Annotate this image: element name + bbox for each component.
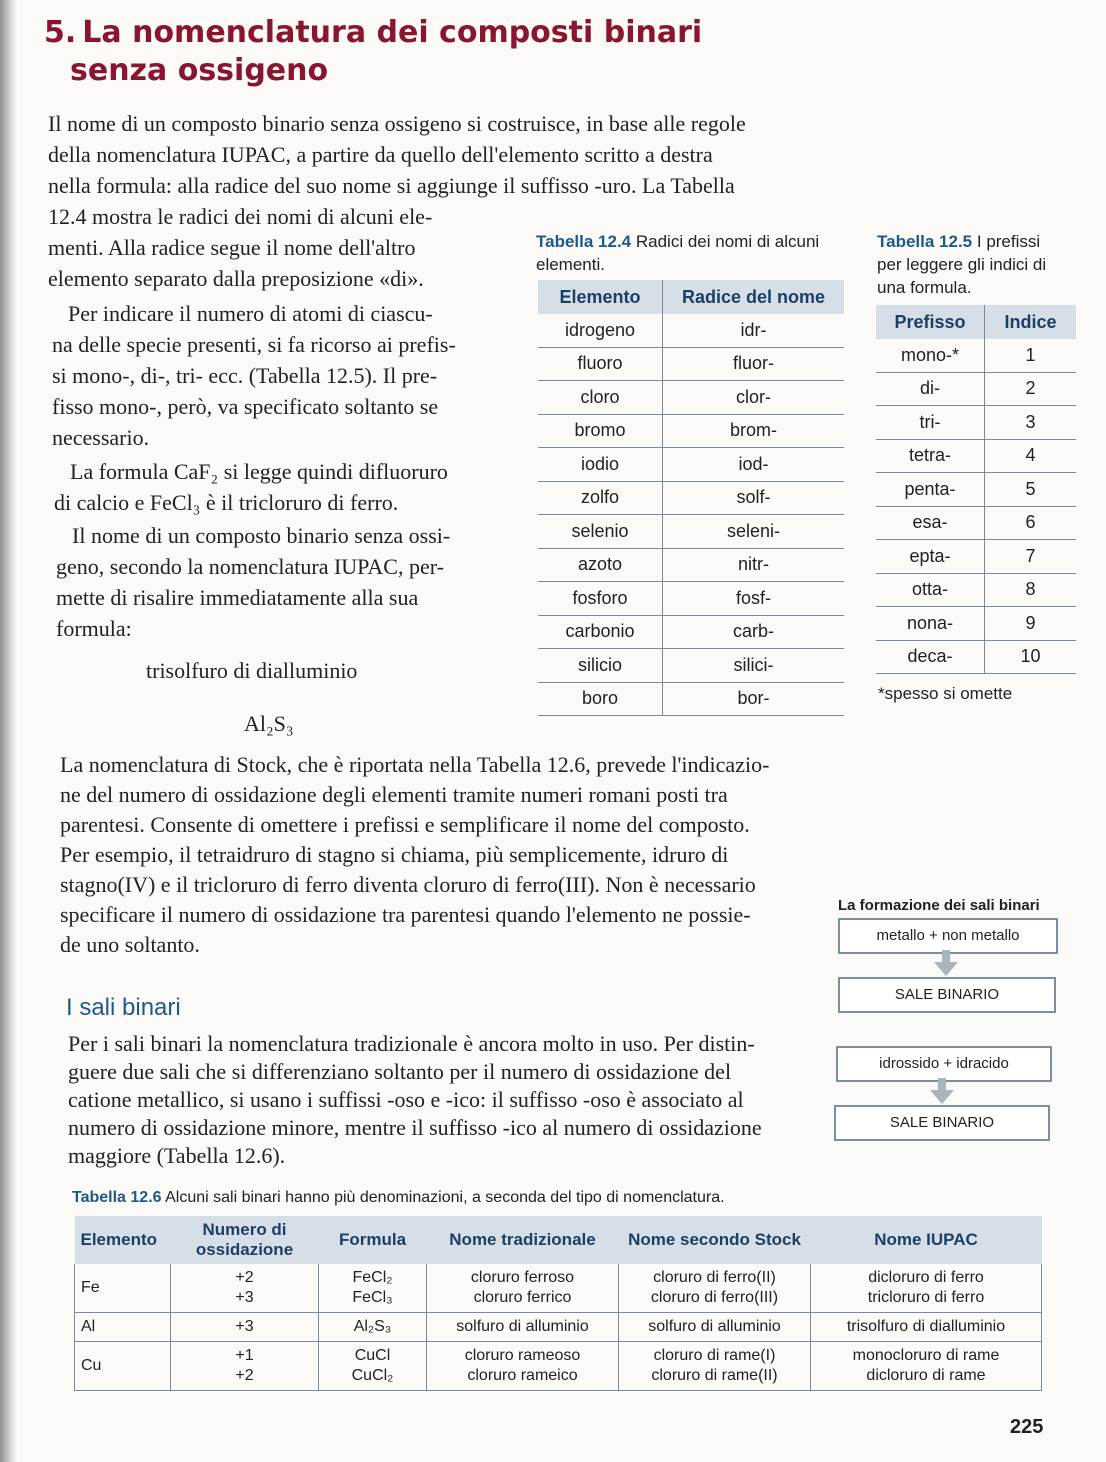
para-line: de uno soltanto. — [60, 932, 200, 957]
table-12-5 — [876, 305, 1076, 674]
down-arrow-icon — [930, 1090, 954, 1104]
table-body — [75, 1264, 1042, 1391]
table-row — [876, 573, 1076, 607]
table-row — [538, 615, 844, 649]
para-line: guere due sali che si differenziano soltanto per il numero di ossidazione del — [68, 1059, 732, 1084]
table-12-6-caption — [72, 1186, 725, 1209]
table-cell: 2 — [985, 372, 1077, 406]
table-cell: solfuro di alluminio — [619, 1313, 811, 1342]
table-cell: solf- — [663, 481, 845, 515]
para-line: La nomenclatura di Stock, che è riportata nella Tabella 12.6, prevede l'indicazio- — [60, 752, 770, 777]
table-row — [538, 548, 844, 582]
table-cell: penta- — [876, 473, 985, 507]
para-line: maggiore (Tabella 12.6). — [68, 1143, 286, 1168]
table-cell: Fe — [75, 1264, 171, 1313]
column-header: Nome secondo Stock — [619, 1216, 811, 1264]
table-cell: Cu — [75, 1342, 171, 1391]
page-number: 225 — [1010, 1416, 1044, 1438]
salts-heading: I sali binari — [66, 994, 181, 1021]
para-line: si mono-, di-, tri- ecc. (Tabella 12.5). Il pre- — [52, 363, 438, 388]
table-row — [876, 439, 1076, 473]
table-cell: FeCl₂ FeCl₃ — [319, 1264, 427, 1313]
stock-paragraph — [60, 750, 830, 960]
table-cell: solfuro di alluminio — [427, 1313, 619, 1342]
para-line: Il nome di un composto binario senza ossi- — [72, 523, 451, 548]
table-cell: 5 — [985, 473, 1077, 507]
table-cell: CuCl CuCl₂ — [319, 1342, 427, 1391]
formation-box: metallo + non metallo — [838, 918, 1058, 954]
table-cell: silicio — [538, 649, 663, 683]
para-line: na delle specie presenti, si fa ricorso ai prefis- — [52, 332, 456, 357]
section-number: 5. — [44, 15, 77, 50]
para-line: di calcio e FeCl₃ è il tricloruro di ferro. — [54, 490, 399, 515]
table-note: *spesso si omette — [878, 684, 1013, 703]
table-caption-text: Radici dei nomi di alcuni elementi. — [536, 232, 820, 274]
table-12-4 — [538, 280, 844, 716]
table-12-6 — [74, 1216, 1042, 1391]
table-cell: clor- — [663, 381, 845, 415]
page-gutter — [0, 0, 18, 1462]
intro-line: della nomenclatura IUPAC, a partire da quello dell'elemento scritto a destra — [48, 142, 713, 167]
para-line: formula: — [56, 616, 132, 641]
table-row — [876, 372, 1076, 406]
table-cell: tri- — [876, 406, 985, 440]
section-title — [44, 14, 702, 90]
table-row — [876, 640, 1076, 674]
table-cell: 9 — [985, 607, 1077, 641]
para-line: necessario. — [52, 425, 150, 450]
example-name: trisolfuro di dialluminio — [146, 658, 358, 683]
table-cell: zolfo — [538, 481, 663, 515]
para-line: parentesi. Consente di omettere i prefissi e semplificare il nome del composto. — [60, 812, 750, 837]
table-cell: Al — [75, 1313, 171, 1342]
para-line: ne del numero di ossidazione degli elementi tramite numeri romani posti tra — [60, 782, 728, 807]
iupac-paragraph — [56, 520, 516, 644]
table-body — [538, 314, 844, 716]
table-cell: mono-* — [876, 339, 985, 372]
intro-line: menti. Alla radice segue il nome dell'altro — [48, 235, 416, 260]
title-line-1: La nomenclatura dei composti binari — [82, 15, 703, 50]
table-cell: 10 — [985, 640, 1077, 674]
column-header: Nome IUPAC — [811, 1216, 1042, 1264]
table-row — [876, 506, 1076, 540]
formation-box: SALE BINARIO — [834, 1105, 1050, 1141]
table-row — [538, 381, 844, 415]
para-line: numero di ossidazione minore, mentre il suffisso -ico al numero di ossidazione — [68, 1115, 762, 1140]
table-row — [75, 1313, 1042, 1342]
para-line: geno, secondo la nomenclatura IUPAC, per- — [56, 554, 444, 579]
formation-box: SALE BINARIO — [838, 977, 1056, 1013]
table-row — [538, 314, 844, 347]
para-line: specificare il numero di ossidazione tra parentesi quando l'elemento ne possie- — [60, 902, 751, 927]
table-row — [538, 448, 844, 482]
table-cell: 1 — [985, 339, 1077, 372]
table-cell: fluoro — [538, 347, 663, 381]
intro-line: elemento separato dalla preposizione «di». — [48, 266, 424, 291]
table-cell: brom- — [663, 414, 845, 448]
table-cell: epta- — [876, 540, 985, 574]
table-cell: esa- — [876, 506, 985, 540]
table-cell: seleni- — [663, 515, 845, 549]
table-cell: boro — [538, 682, 663, 716]
table-label: Tabella 12.4 — [536, 232, 632, 251]
table-body — [876, 339, 1076, 674]
down-arrow-icon — [934, 962, 958, 976]
table-row — [75, 1264, 1042, 1313]
table-cell: carb- — [663, 615, 845, 649]
table-row — [538, 682, 844, 716]
table-caption-text: Alcuni sali binari hanno più denominazioni, a seconda del tipo di nomenclatura. — [165, 1189, 725, 1206]
column-header: Formula — [319, 1216, 427, 1264]
table-cell: cloruro ferroso cloruro ferrico — [427, 1264, 619, 1313]
table-cell: iodio — [538, 448, 663, 482]
table-cell: bor- — [663, 682, 845, 716]
table-row — [538, 414, 844, 448]
table-row — [876, 540, 1076, 574]
table-cell: carbonio — [538, 615, 663, 649]
column-header: Elemento — [75, 1216, 171, 1264]
intro-line: 12.4 mostra le radici dei nomi di alcuni ele- — [48, 204, 433, 229]
para-line: mette di risalire immediatamente alla sua — [56, 585, 419, 610]
table-cell: tetra- — [876, 439, 985, 473]
table-cell: 3 — [985, 406, 1077, 440]
table-cell: Al₂S₃ — [319, 1313, 427, 1342]
column-header: Indice — [985, 305, 1077, 339]
table-cell: fosforo — [538, 582, 663, 616]
table-label: Tabella 12.6 — [72, 1189, 162, 1206]
column-header: Numero di ossidazione — [171, 1216, 319, 1264]
column-header: Elemento — [538, 280, 663, 314]
table-cell: cloruro di ferro(II) cloruro di ferro(III) — [619, 1264, 811, 1313]
table-caption-text: I prefissi per leggere gli indici di una formula. — [877, 232, 1047, 297]
table-cell: iod- — [663, 448, 845, 482]
table-row — [538, 649, 844, 683]
table-cell: +3 — [171, 1313, 319, 1342]
table-cell: azoto — [538, 548, 663, 582]
table-row — [876, 607, 1076, 641]
table-cell: dicloruro di ferro tricloruro di ferro — [811, 1264, 1042, 1313]
salts-paragraph — [68, 1030, 828, 1170]
table-cell: fluor- — [663, 347, 845, 381]
table-row — [538, 481, 844, 515]
table-cell: silici- — [663, 649, 845, 683]
table-row — [876, 473, 1076, 507]
title-line-2: senza ossigeno — [70, 53, 329, 88]
table-cell: di- — [876, 372, 985, 406]
table-cell: bromo — [538, 414, 663, 448]
table-cell: cloro — [538, 381, 663, 415]
table-row — [876, 339, 1076, 372]
table-cell: otta- — [876, 573, 985, 607]
table-cell: cloruro di rame(I) cloruro di rame(II) — [619, 1342, 811, 1391]
example-formula: Al₂S₃ — [244, 711, 294, 736]
table-cell: selenio — [538, 515, 663, 549]
table-12-5-caption — [877, 230, 1067, 299]
table-cell: 7 — [985, 540, 1077, 574]
para-line: Per esempio, il tetraidruro di stagno si chiama, più semplicemente, idruro di — [60, 842, 729, 867]
table-row — [538, 582, 844, 616]
example-formula-paragraph — [54, 456, 514, 518]
para-line: La formula CaF₂ si legge quindi difluoruro — [70, 459, 448, 484]
para-line: Per indicare il numero di atomi di ciascu- — [68, 301, 433, 326]
para-line: Per i sali binari la nomenclatura tradizionale è ancora molto in uso. Per distin- — [68, 1031, 755, 1056]
table-cell: nona- — [876, 607, 985, 641]
table-cell: 8 — [985, 573, 1077, 607]
para-line: fisso mono-, però, va specificato soltanto se — [52, 394, 439, 419]
table-cell: nitr- — [663, 548, 845, 582]
table-cell: cloruro rameoso cloruro rameico — [427, 1342, 619, 1391]
intro-line: Il nome di un composto binario senza ossigeno si costruisce, in base alle regole — [48, 111, 746, 136]
column-header: Prefisso — [876, 305, 985, 339]
table-cell: deca- — [876, 640, 985, 674]
table-cell: +1 +2 — [171, 1342, 319, 1391]
formation-box: idrossido + idracido — [836, 1046, 1052, 1082]
column-header: Nome tradizionale — [427, 1216, 619, 1264]
table-cell: monocloruro di rame dicloruro di rame — [811, 1342, 1042, 1391]
table-cell: 6 — [985, 506, 1077, 540]
table-cell: trisolfuro di dialluminio — [811, 1313, 1042, 1342]
table-cell: 4 — [985, 439, 1077, 473]
column-header: Radice del nome — [663, 280, 845, 314]
table-row — [75, 1342, 1042, 1391]
para-line: stagno(IV) e il tricloruro di ferro diventa cloruro di ferro(III). Non è necessario — [60, 872, 756, 897]
intro-line: nella formula: alla radice del suo nome si aggiunge il suffisso -uro. La Tabella — [48, 173, 735, 198]
table-row — [538, 515, 844, 549]
table-label: Tabella 12.5 — [877, 232, 973, 251]
table-row — [876, 406, 1076, 440]
table-cell: fosf- — [663, 582, 845, 616]
formation-title: La formazione dei sali binari — [838, 897, 1040, 914]
prefix-paragraph — [52, 298, 512, 453]
table-cell: idrogeno — [538, 314, 663, 347]
table-cell: idr- — [663, 314, 845, 347]
para-line: catione metallico, si usano i suffissi -oso e -ico: il suffisso -oso è associato al — [68, 1087, 744, 1112]
table-row — [538, 347, 844, 381]
table-12-4-caption — [536, 230, 856, 276]
table-cell: +2 +3 — [171, 1264, 319, 1313]
